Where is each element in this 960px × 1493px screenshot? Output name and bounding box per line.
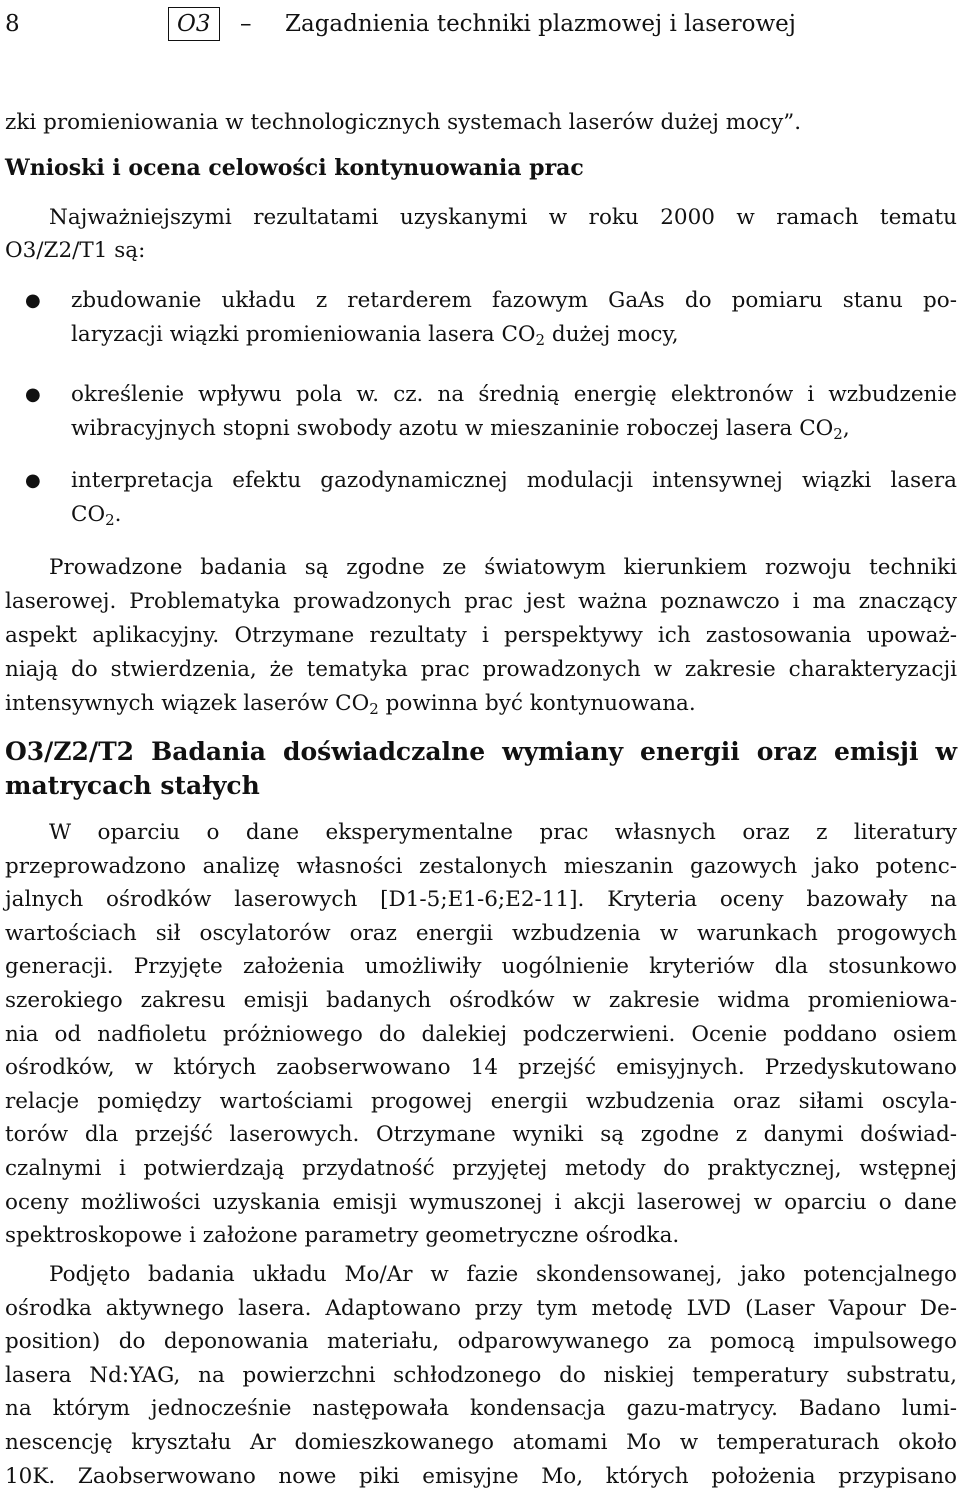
lead-line-2: O3/Z2/T1 są: (5, 238, 146, 263)
section-paragraph-1-line: spektroskopowe i założone parametry geometryczne ośrodka. (5, 1223, 680, 1249)
section-paragraph-1-line: czalnymi i potwierdzają przydatność przyjętej metody do praktycznej, wstępnej (5, 1156, 957, 1181)
section-paragraph-1-line: jalnych ośrodków laserowych [D1-5;E1-6;E2-11]. Kryteria oceny bazowały na (5, 887, 957, 913)
section-paragraph-1-line: szerokiego zakresu emisji badanych ośrodków w zakresie widma promieniowa- (5, 988, 957, 1013)
lead-line-1: Najważniejszymi rezultatami uzyskanymi w roku 2000 w ramach tematu (49, 205, 957, 230)
section-paragraph-2-line: 10K. Zaobserwowano nowe piki emisyjne Mo, których położenia przypisano (5, 1463, 957, 1489)
section-paragraph-1-line: torów dla przejść laserowych. Otrzymane wyniki są zgodne z danymi doświad- (5, 1122, 957, 1148)
section-paragraph-1-line: generacji. Przyjęte założenia umożliwiły uogólnienie kryteriów dla stosunkowo (5, 954, 957, 980)
section-paragraph-1-line: W oparciu o dane eksperymentalne prac własnych oraz z literatury (49, 820, 957, 845)
section-paragraph-2-line: ośrodka aktywnego lasera. Adaptowano przy tym metodę LVD (Laser Vapour De- (5, 1295, 957, 1321)
section-title-line-1: O3/Z2/T2 Badania doświadczalne wymiany energii oraz emisji w (5, 737, 957, 766)
intro-continuation-line: zki promieniowania w technologicznych systemach laserów dużej mocy”. (5, 110, 802, 135)
bullet-2-line-2: wibracyjnych stopni swobody azotu w mieszaninie roboczej lasera $CO_2$, (71, 416, 850, 443)
header-dash: – (240, 11, 252, 37)
bullet-marker: ● (25, 384, 41, 405)
section-paragraph-1-line: przeprowadzono analizę własności zestalonych mieszanin gazowych jako potenc- (5, 853, 957, 879)
conclusions-heading: Wnioski i ocena celowości kontynuowania prac (5, 155, 584, 181)
section-paragraph-2-line: Podjęto badania układu Mo/Ar w fazie skondensowanej, jako potencjalnego (49, 1262, 957, 1287)
section-paragraph-1-line: oceny możliwości uzyskania emisji wymuszonej i akcji laserowej w oparciu o dane (5, 1189, 957, 1215)
section-title-line-2: matrycach stałych (5, 771, 260, 800)
page-number: 8 (5, 11, 20, 37)
bullet-marker: ● (25, 470, 41, 491)
bullet-3-line-1: interpretacja efektu gazodynamicznej modulacji intensywnej wiązki lasera (71, 468, 957, 493)
section-paragraph-1-line: nia od nadfioletu próżniowego do dalekiej podczerwieni. Ocenie poddano osiem (5, 1021, 957, 1047)
bullet-2-line-1: określenie wpływu pola w. cz. na średnią energię elektronów i wzbudzenie (71, 382, 957, 407)
para-line-2: laserowej. Problematyka prowadzonych prac jest ważna poznawczo i ma znaczący (5, 589, 957, 614)
section-paragraph-2-line: na którym jednocześnie następowała kondensacja gazu-matrycy. Badano lumi- (5, 1396, 957, 1422)
section-paragraph-2-line: nescencję kryształu Ar domieszkowanego atomami Mo w temperaturach około (5, 1430, 957, 1455)
bullet-3-line-2: $CO_2$. (71, 502, 122, 529)
running-header (5, 6, 957, 42)
para-line-4: niają do stwierdzenia, że tematyka prac prowadzonych w zakresie charakteryzacji (5, 657, 957, 682)
section-code-box: O3 (168, 7, 220, 41)
chapter-title: Zagadnienia techniki plazmowej i laserowej (285, 11, 796, 37)
bullet-1-line-1: zbudowanie układu z retarderem fazowym GaAs do pomiaru stanu po- (71, 288, 957, 313)
section-paragraph-1-line: relacje pomiędzy wartościami progowej energii wzbudzenia oraz siłami oscyla- (5, 1088, 957, 1114)
bullet-marker: ● (25, 290, 41, 311)
section-paragraph-2-line: position) do deponowania materiału, odparowywanego za pomocą impulsowego (5, 1329, 957, 1355)
section-paragraph-1-line: ośrodków, w których zaobserwowano 14 przejść emisyjnych. Przedyskutowano (5, 1055, 957, 1081)
section-paragraph-2-line: lasera Nd:YAG, na powierzchni schłodzonego do niskiej temperatury substratu, (5, 1362, 957, 1388)
section-paragraph-1-line: wartościach sił oscylatorów oraz energii wzbudzenia w warunkach progowych (5, 920, 957, 946)
para-line-5: intensywnych wiązek laserów $CO_2$ powinna być kontynuowana. (5, 691, 696, 718)
para-line-1: Prowadzone badania są zgodne ze światowym kierunkiem rozwoju techniki (49, 555, 957, 580)
para-line-3: aspekt aplikacyjny. Otrzymane rezultaty i perspektywy ich zastosowania upoważ- (5, 623, 957, 648)
bullet-1-line-2: laryzacji wiązki promieniowania lasera $CO_2$ dużej mocy, (71, 322, 679, 349)
